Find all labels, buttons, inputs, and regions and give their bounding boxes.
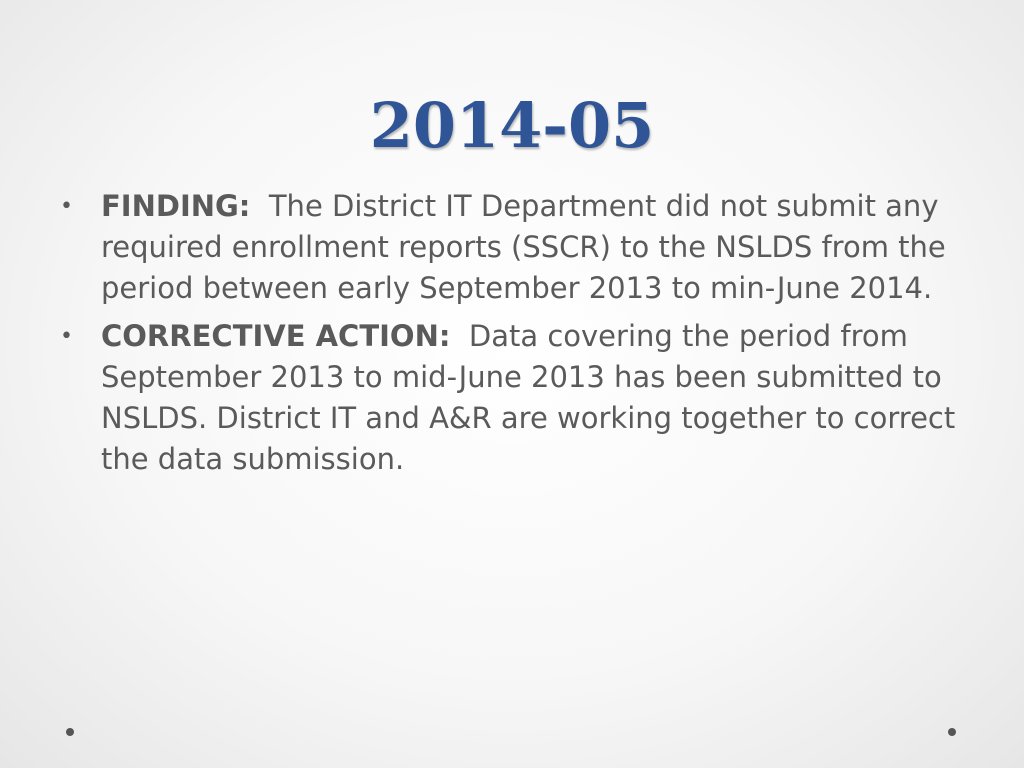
bullet-point-icon: • (60, 194, 73, 219)
finding-label: FINDING: (101, 189, 251, 223)
corrective-action-text: Data covering the period from September 2013 to mid-June 2013 has been submitted to NSLDS. District IT and A&R are working together to correct the data submission. (101, 319, 956, 476)
corner-dot-left (66, 728, 74, 736)
slide-title: 2014-05 (369, 89, 655, 162)
finding-text: The District IT Department did not submit any required enrollment reports (SSCR) to the NSLDS from the period between early September 2013 to min-June 2014. (101, 189, 946, 305)
bullet-list (58, 186, 958, 487)
corner-dot-right (948, 728, 956, 736)
corrective-action-label: CORRECTIVE ACTION: (101, 319, 451, 353)
bullet-finding (58, 186, 958, 309)
bullet-point-icon: • (60, 324, 73, 349)
bullet-corrective-action (58, 316, 958, 480)
